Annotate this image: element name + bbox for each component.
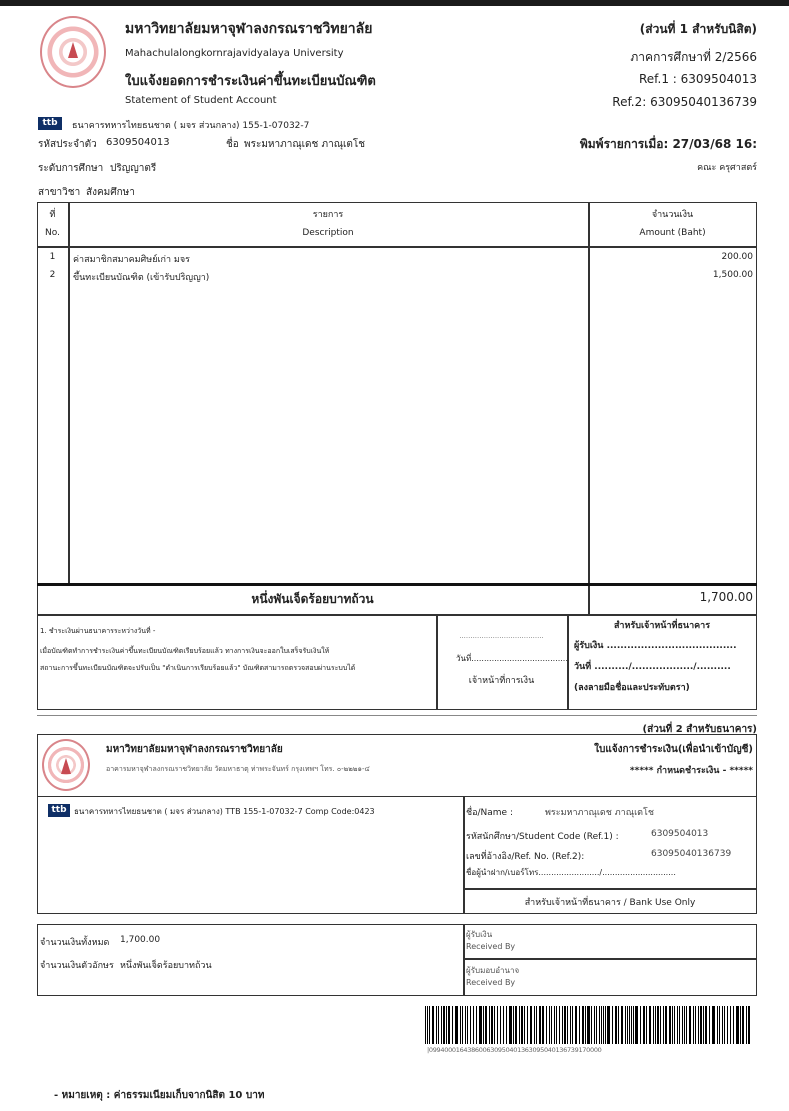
barcode-bar [607,1006,610,1044]
barcode-bar [682,1006,683,1044]
row-description: ขึ้นทะเบียนบัณฑิต (เข้ารับปริญญา) [73,273,210,283]
barcode-bar [733,1006,734,1044]
barcode-bar [612,1006,613,1044]
ref-no: 63095040136739 [651,849,732,859]
notes-divider [436,614,438,710]
student-code: 6309504013 [651,829,709,839]
ref2: Ref.2: 63095040136739 [612,95,757,109]
finance-sign-date: วันที่...................................... [456,654,568,663]
slip-title: ใบแจ้งการชำระเงิน(เพื่อนำเข้าบัญชี) [594,744,753,755]
university-name-th: มหาวิทยาลัยมหาจุฬาลงกรณราชวิทยาลัย [125,21,373,37]
barcode-bar [503,1006,504,1044]
col-no-th: ที่ [49,210,56,220]
total-words: หนึ่งพันเจ็ดร้อยบาทถ้วน [120,961,212,971]
part1-label: (ส่วนที่ 1 สำหรับนิสิต) [639,22,757,36]
total-label: จำนวนเงินทั้งหมด [40,938,110,948]
semester: ภาคการศึกษาที่ 2/2566 [630,50,757,64]
barcode-bar [672,1006,673,1044]
part2-bank-line: ธนาคารทหารไทยธนชาต ( มจร ส่วนกลาง) TTB 155-1-07032-7 Comp Code:0423 [74,807,375,816]
payment-statement-page [0,6,789,1111]
barcode-bar [601,1006,602,1044]
depositor-line: ชื่อผู้นำฝาก/เบอร์โทร......................../............................. [466,868,676,877]
finance-officer-label: เจ้าหน้าที่การเงิน [468,676,535,686]
cut-line [37,715,757,716]
barcode-bar [746,1006,747,1044]
barcode-bar [695,1006,696,1044]
document-title-en: Statement of Student Account [125,95,277,106]
barcode-bar [719,1006,720,1044]
barcode-bar [556,1006,557,1044]
barcode-bar [483,1006,484,1044]
barcode-bar [448,1006,450,1044]
barcode-bar [534,1006,535,1044]
barcode-bar [559,1006,560,1044]
barcode-bar [653,1006,654,1044]
barcode-bar [425,1006,426,1044]
barcode-bar [485,1006,487,1044]
barcode-bar [460,1006,461,1044]
barcode-bar [591,1006,592,1044]
barcode-bar [585,1006,586,1044]
barcode-bar [470,1006,471,1044]
barcode-bar [513,1006,514,1044]
barcode-bar [564,1006,566,1044]
ttb-bank-logo-icon: ttb [38,117,62,130]
barcode-bar [724,1006,725,1044]
major: สังคมศึกษา [86,187,135,198]
student-code-label: รหัสนักศึกษา/Student Code (Ref.1) : [466,832,619,842]
barcode-bar [700,1006,702,1044]
barcode-bar [605,1006,606,1044]
barcode-bar [465,1006,466,1044]
barcode-bar [677,1006,678,1044]
barcode-bar [665,1006,667,1044]
part2-address: อาคารมหาจุฬาลงกรณราชวิทยาลัย วัดมหาธาตุ ท่าพระจันทร์ กรุงเทพฯ โทร. ๐-๒๒๒๑-๔ [106,765,370,773]
barcode-bar [703,1006,704,1044]
fee-remark: - หมายเหตุ : ค่าธรรมเนียมเก็บจากนิสิต 10 บาท [54,1090,265,1101]
document-title-th: ใบแจ้งยอดการชำระเงินค่าขึ้นทะเบียนบัณฑิต [125,74,376,89]
barcode-bar [567,1006,568,1044]
barcode-bar [674,1006,675,1044]
barcode-bar [527,1006,528,1044]
barcode-bar [570,1006,571,1044]
barcode-bar [727,1006,728,1044]
student-id: 6309504013 [106,137,170,148]
barcode-bar [640,1006,641,1044]
barcode-number: |099400016438600630950401363095040136739170000 [427,1046,602,1054]
barcode-bar [663,1006,664,1044]
barcode-bar [562,1006,563,1044]
barcode-bar [441,1006,442,1044]
barcode-bar [452,1006,453,1044]
col-amount-en: Amount (Baht) [639,228,706,238]
barcode-bar [455,1006,458,1044]
barcode-bar [669,1006,671,1044]
barcode-bar [633,1006,634,1044]
barcode-bar [740,1006,741,1044]
authorized-by-en: Received By [466,978,516,987]
authorized-by-th: ผู้รับมอบอำนาจ [466,966,520,975]
university-seal-small-icon [42,739,90,791]
barcode-bar [479,1006,482,1044]
barcode-bar [549,1006,550,1044]
barcode-bar [618,1006,619,1044]
row-description: ค่าสมาชิกสมาคมศิษย์เก่า มจร [73,255,190,265]
barcode-bar [693,1006,694,1044]
bank-officer-date: วันที่ ........../................../.......... [574,662,731,672]
faculty: คณะ ครุศาสตร์ [697,163,757,173]
major-label: สาขาวิชา [38,187,81,198]
totals-divider [463,924,465,996]
barcode-bar [509,1006,512,1044]
university-seal-icon [40,16,106,88]
ref1: Ref.1 : 6309504013 [638,72,757,86]
barcode-bar [473,1006,474,1044]
table-divider [68,202,70,584]
barcode-bar [530,1006,532,1044]
barcode-bar [599,1006,600,1044]
ref-no-label: เลขที่อ้างอิง/Ref. No. (Ref.2): [466,852,585,862]
barcode-bar [427,1006,428,1044]
printed-at: พิมพ์รายการเมื่อ: 27/03/68 16: [579,137,757,151]
barcode-bar [494,1006,495,1044]
barcode-bar [519,1006,520,1044]
barcode-bar [462,1006,463,1044]
part2-label: (ส่วนที่ 2 สำหรับธนาคาร) [642,724,757,735]
bank-use-only: สำหรับเจ้าหน้าที่ธนาคาร / Bank Use Only [524,898,696,908]
barcode-bar [554,1006,555,1044]
barcode-bar [629,1006,630,1044]
note-line-3: สถานะการขึ้นทะเบียนบัณฑิตจะปรับเป็น "ดำเนินการเรียบร้อยแล้ว" บัณฑิตสามารถตรวจสอบผ่านระบบได้ [40,664,356,672]
barcode-bar [655,1006,656,1044]
barcode-bar [489,1006,490,1044]
payment-due: ***** กำหนดชำระเงิน - ***** [629,766,753,776]
col-amount-th: จำนวนเงิน [651,210,694,220]
note-line-1: 1. ชำระเงินผ่านธนาคารระหว่างวันที่ - [40,627,156,635]
note-line-2: เมื่อบัณฑิตทำการชำระเงินค่าขึ้นทะเบียนบัณฑิตเรียบร้อยแล้ว ทางการเงินจะออกใบเสร็จรับเงินให้ [40,647,330,655]
barcode-bar [679,1006,680,1044]
barcode-bar [705,1006,707,1044]
barcode-bar [443,1006,445,1044]
barcode-bar [572,1006,573,1044]
bank-info-divider [463,888,757,890]
barcode-bar [500,1006,501,1044]
col-desc-en: Description [302,228,354,238]
received-by-th: ผู้รับเงิน [466,930,493,939]
col-no-en: No. [45,228,60,238]
barcode-bar [438,1006,439,1044]
barcode-bar [621,1006,623,1044]
barcode-bar [684,1006,685,1044]
finance-sign-dots: ...................................... [459,632,544,640]
barcode-bar [575,1006,577,1044]
totals-divider [463,958,757,960]
barcode-bar [709,1006,710,1044]
barcode-bar [436,1006,437,1044]
barcode-bar [603,1006,604,1044]
barcode-bar [446,1006,447,1044]
table-divider [588,202,590,616]
barcode-bar [689,1006,691,1044]
barcode-bar [594,1006,595,1044]
student-name: พระมหาภาณุเดช ภาณุเตโช [244,139,366,150]
barcode-bar [596,1006,597,1044]
barcode-bar [698,1006,699,1044]
part2-university-name: มหาวิทยาลัยมหาจุฬาลงกรณราชวิทยาลัย [106,744,283,755]
total-amount: 1,700.00 [699,590,753,604]
barcode-bar [467,1006,468,1044]
education-level-label: ระดับการศึกษา [38,163,104,174]
bank-officer-receiver: ผู้รับเงิน ...................................... [574,641,737,651]
barcode-bar [536,1006,537,1044]
part2-name-label: ชื่อ/Name : [466,808,513,818]
barcode-bar [546,1006,547,1044]
student-name-label: ชื่อ [226,139,239,150]
col-desc-th: รายการ [312,210,344,220]
barcode-bar [539,1006,541,1044]
barcode-bar [615,1006,617,1044]
ttb-bank-logo-small-icon: ttb [48,804,70,817]
student-id-label: รหัสประจำตัว [38,139,97,150]
barcode-bar [476,1006,477,1044]
barcode-bar [582,1006,584,1044]
row-amount: 1,500.00 [712,270,753,280]
barcode-bar [627,1006,628,1044]
barcode-bar [635,1006,638,1044]
total-words-label: จำนวนเงินตัวอักษร [40,961,114,971]
table-divider [37,583,757,586]
barcode-bar [748,1006,750,1044]
row-no: 2 [49,270,56,280]
barcode-bar [722,1006,723,1044]
barcode-bar [736,1006,739,1044]
total-text: หนึ่งพันเจ็ดร้อยบาทถ้วน [251,592,374,606]
barcode-bar [686,1006,687,1044]
barcode-bar [660,1006,661,1044]
barcode-bar [657,1006,659,1044]
barcode-bar [497,1006,498,1044]
total-value: 1,700.00 [120,935,161,945]
education-level: ปริญญาตรี [110,163,157,174]
bank-officer-title: สำหรับเจ้าหน้าที่ธนาคาร [613,621,711,631]
barcode-bar [643,1006,645,1044]
barcode-bar [730,1006,731,1044]
part2-name: พระมหาภาณุเดช ภาณุเตโช [545,808,654,818]
barcode-bar [712,1006,715,1044]
barcode-bar [646,1006,647,1044]
row-no: 1 [49,252,56,262]
barcode-bar [506,1006,507,1044]
bank-officer-sign: (ลงลายมือชื่อและประทับตรา) [574,683,690,693]
barcode-bar [625,1006,626,1044]
barcode-bar [551,1006,552,1044]
row-amount: 200.00 [721,252,753,262]
barcode-bar [524,1006,525,1044]
university-name-en: Mahachulalongkornrajavidyalaya University [125,48,344,59]
payment-barcode [425,1006,755,1044]
barcode-bar [432,1006,434,1044]
barcode-bar [649,1006,651,1044]
barcode-bar [587,1006,590,1044]
table-divider [37,246,757,248]
barcode-bar [521,1006,523,1044]
barcode-bar [742,1006,744,1044]
barcode-bar [491,1006,493,1044]
received-by-en: Received By [466,942,516,951]
barcode-bar [631,1006,632,1044]
bank-account-line: ธนาคารทหารไทยธนชาต ( มจร ส่วนกลาง) 155-1-07032-7 [72,121,310,131]
barcode-bar [515,1006,517,1044]
barcode-bar [429,1006,430,1044]
barcode-bar [717,1006,718,1044]
barcode-bar [579,1006,580,1044]
barcode-bar [542,1006,544,1044]
